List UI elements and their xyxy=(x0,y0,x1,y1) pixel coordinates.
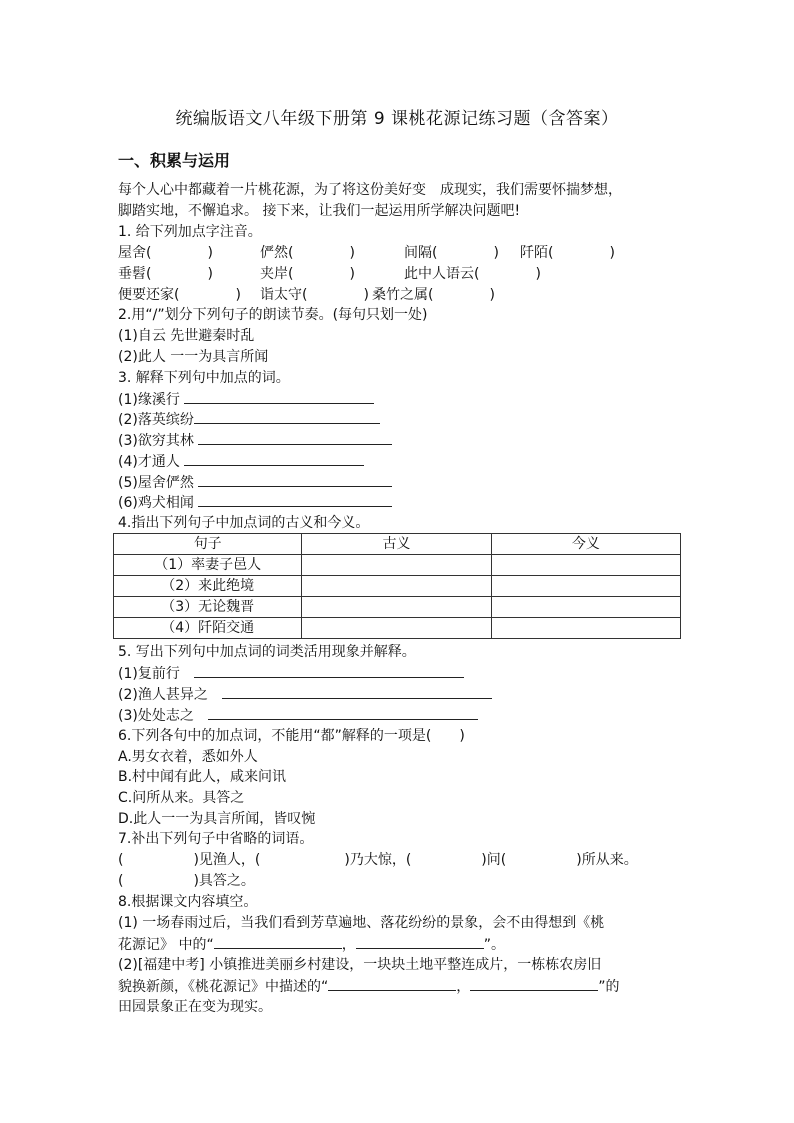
q3-item: (5)屋舍俨然 xyxy=(118,472,392,493)
section-heading: 一、积累与运用 xyxy=(118,151,231,170)
q6-option: A.男女衣着，悉如外人 xyxy=(118,749,258,765)
table-cell-blank[interactable] xyxy=(491,618,680,639)
table-cell-sentence: （4）阡陌交通 xyxy=(114,618,302,639)
table-cell-blank[interactable] xyxy=(491,597,680,618)
intro-line-2: 脚踏实地，不懈追求。 接下来，让我们一起运用所学解决问题吧! xyxy=(118,203,521,219)
q1-item: 间隔( ) xyxy=(404,245,499,261)
table-cell-blank[interactable] xyxy=(302,597,491,618)
q1-item: 此中人语云( ) xyxy=(404,266,541,282)
q8-item2-line: (2)[福建中考] 小镇推进美丽乡村建设，一块块土地平整连成片，一栋栋农房旧 xyxy=(118,957,602,973)
table-row xyxy=(114,555,681,576)
table-cell-sentence: （1）率妻子邑人 xyxy=(114,555,302,576)
table-header: 今义 xyxy=(491,534,680,555)
q3-item: (3)欲穷其林 xyxy=(118,430,392,451)
q1-item: 屋舍( ) xyxy=(118,245,213,261)
q3-prompt: 3. 解释下列句中加点的词。 xyxy=(118,370,290,386)
q5-item: (3)处处志之 xyxy=(118,705,478,726)
table-header: 古义 xyxy=(302,534,491,555)
q1-prompt: 1. 给下列加点字注音。 xyxy=(118,224,262,240)
q8-item2-line: 貌换新颜，《桃花源记》中描述的“ ， ”的 xyxy=(118,976,620,997)
q8-item2-line: 田园景象正在变为现实。 xyxy=(118,999,272,1015)
table-row xyxy=(114,576,681,597)
table-header: 句子 xyxy=(114,534,302,555)
q1-item: 阡陌( ) xyxy=(520,245,615,261)
table-cell-blank[interactable] xyxy=(491,576,680,597)
q6-option: B.村中闻有此人，咸来问讯 xyxy=(118,769,287,785)
q4-prompt: 4.指出下列句子中加点词的古义和今义。 xyxy=(118,515,370,531)
table-cell-sentence: （2）来此绝境 xyxy=(114,576,302,597)
page-title: 统编版语文八年级下册第 9 课桃花源记练习题（含答案） xyxy=(175,109,619,129)
q1-item: 俨然( ) xyxy=(260,245,355,261)
q3-item: (6)鸡犬相闻 xyxy=(118,492,392,513)
table-cell-blank[interactable] xyxy=(302,555,491,576)
q1-item: 便要还家( ) xyxy=(118,287,241,303)
q8-item1-line: (1) 一场春雨过后，当我们看到芳草遍地、落花纷纷的景象，会不由得想到《桃 xyxy=(118,915,605,931)
q1-item: 垂髫( ) xyxy=(118,266,213,282)
q5-item: (1)复前行 xyxy=(118,663,464,684)
q6-prompt: 6.下列各句中的加点词，不能用“都”解释的一项是( ) xyxy=(118,728,465,744)
table-header-row xyxy=(114,534,681,555)
q8-item1-line: 花源记》 中的“ ， ”。 xyxy=(118,934,505,955)
q3-item: (4)才通人 xyxy=(118,451,364,472)
q5-item: (2)渔人甚异之 xyxy=(118,684,492,705)
q2-item: (1)自云 先世避秦时乱 xyxy=(118,328,255,344)
q7-line: ( )见渔人，( )乃大惊，( )问( )所从来。 xyxy=(118,852,638,868)
q7-prompt: 7.补出下列句子中省略的词语。 xyxy=(118,831,314,847)
q5-prompt: 5. 写出下列句中加点词的词类活用现象并解释。 xyxy=(118,644,416,660)
table-cell-sentence: （3）无论魏晋 xyxy=(114,597,302,618)
q3-item: (1)缘溪行 xyxy=(118,389,374,410)
intro-line-1: 每个人心中都藏着一片桃花源，为了将这份美好变 成现实，我们需要怀揣梦想， xyxy=(118,182,622,198)
table-row xyxy=(114,618,681,639)
q6-option: D.此人一一为具言所闻，皆叹惋 xyxy=(118,811,316,827)
table-cell-blank[interactable] xyxy=(302,618,491,639)
q3-item: (2)落英缤纷 xyxy=(118,409,380,430)
table-row xyxy=(114,597,681,618)
meaning-table xyxy=(113,533,681,639)
q2-item: (2)此人 一一为具言所闻 xyxy=(118,349,269,365)
q8-prompt: 8.根据课文内容填空。 xyxy=(118,894,258,910)
q6-option: C.问所从来。具答之 xyxy=(118,790,245,806)
q7-line: ( )具答之。 xyxy=(118,873,255,889)
q1-item: 诣太守( ) xyxy=(260,287,369,303)
q1-item: 夹岸( ) xyxy=(260,266,355,282)
q2-prompt: 2.用“/”划分下列句子的朗读节奏。(每句只划一处) xyxy=(118,307,428,323)
q1-item: 桑竹之属( ) xyxy=(372,287,495,303)
table-cell-blank[interactable] xyxy=(491,555,680,576)
table-cell-blank[interactable] xyxy=(302,576,491,597)
